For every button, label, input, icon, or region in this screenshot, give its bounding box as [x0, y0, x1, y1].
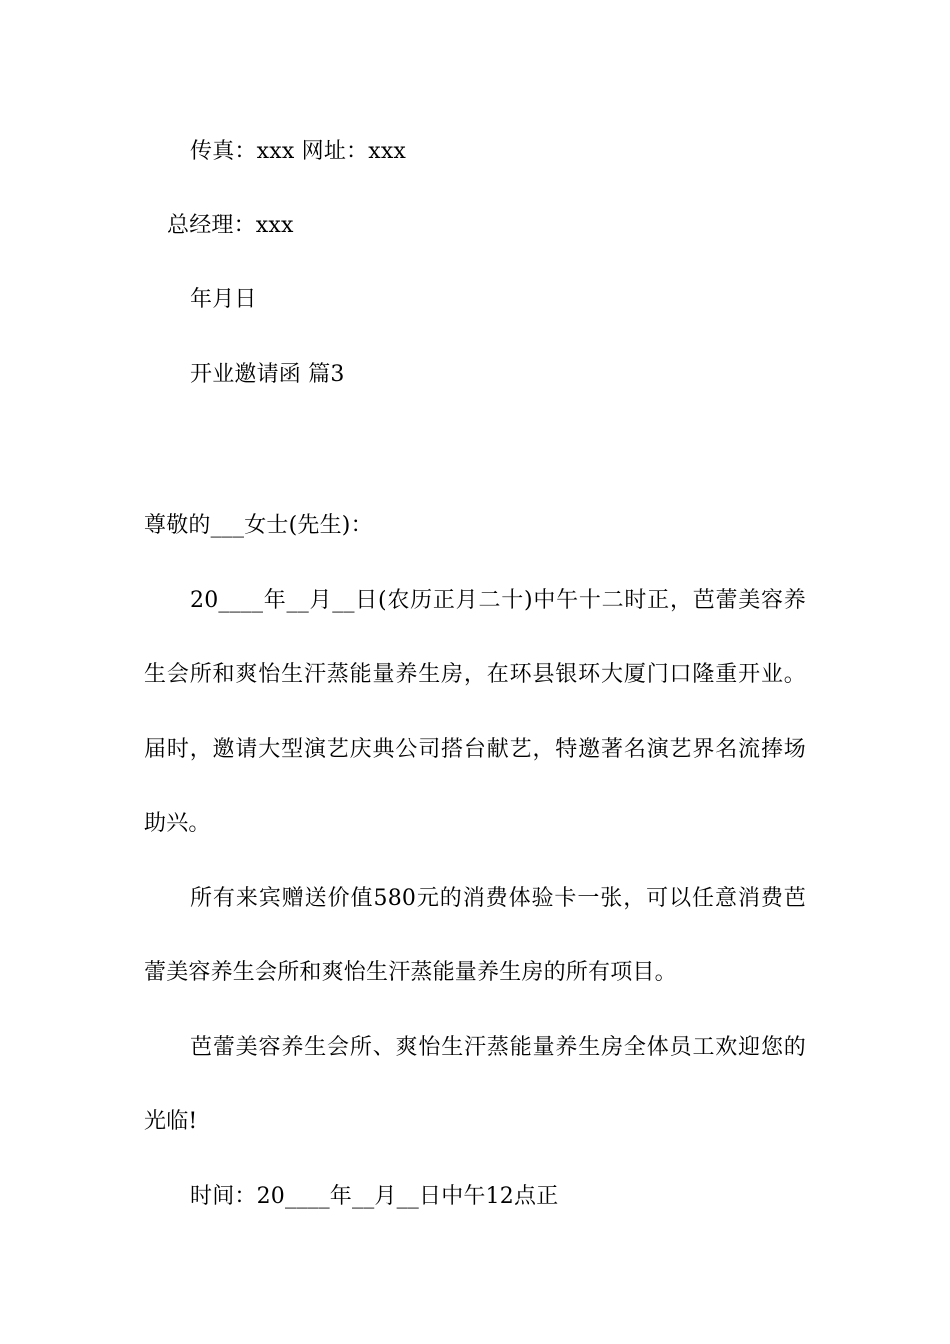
paragraph-2-line-1: 所有来宾赠送价值580元的消费体验卡一张，可以任意消费芭: [190, 886, 806, 911]
salutation: 尊敬的___女士(先生)：: [144, 513, 373, 538]
paragraph-3-line-1: 芭蕾美容养生会所、爽怡生汗蒸能量养生房全体员工欢迎您的: [190, 1035, 806, 1060]
date-line: 年月日: [190, 287, 257, 312]
event-time-line: 时间：20____年__月__日中午12点正: [190, 1184, 559, 1209]
paragraph-1-line-4: 助兴。: [144, 811, 211, 836]
general-manager-line: 总经理：xxx: [167, 213, 294, 238]
fax-website-line: 传真：xxx 网址：xxx: [190, 139, 407, 164]
paragraph-1-line-3: 届时，邀请大型演艺庆典公司搭台献艺，特邀著名演艺界名流捧场: [144, 737, 806, 762]
paragraph-3-line-2: 光临!: [144, 1109, 198, 1134]
paragraph-1-line-2: 生会所和爽怡生汗蒸能量养生房，在环县银环大厦门口隆重开业。: [144, 662, 806, 687]
section-heading: 开业邀请函 篇3: [190, 362, 345, 387]
paragraph-2-line-2: 蕾美容养生会所和爽怡生汗蒸能量养生房的所有项目。: [144, 960, 677, 985]
paragraph-1-line-1: 20____年__月__日(农历正月二十)中午十二时正，芭蕾美容养: [190, 588, 806, 613]
